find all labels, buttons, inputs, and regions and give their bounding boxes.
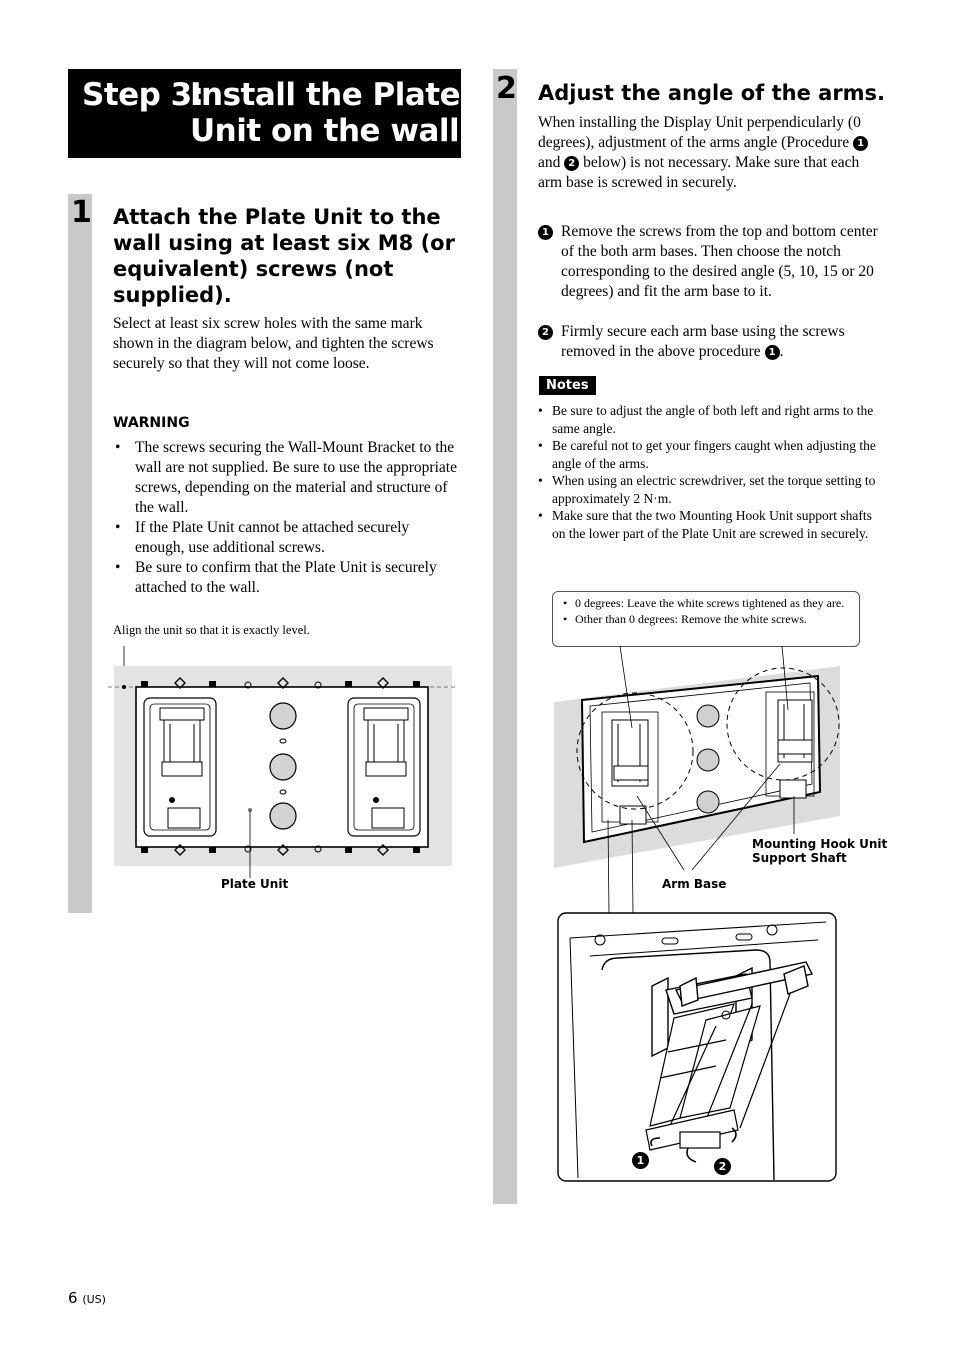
arm-base-detail-diagram bbox=[556, 790, 840, 1184]
plate-unit-diagram bbox=[108, 640, 458, 895]
title-line-1: Install the Plate bbox=[190, 77, 461, 113]
procedure-1-icon: 1 bbox=[538, 225, 553, 240]
callout-item: • Other than 0 degrees: Remove the white screws. bbox=[561, 612, 851, 626]
step-2-bar bbox=[493, 69, 517, 1204]
plate-unit-label: Plate Unit bbox=[221, 877, 289, 891]
page-number: 6 (US) bbox=[68, 1289, 106, 1307]
arm-base-label: Arm Base bbox=[662, 877, 727, 891]
note-item: • Make sure that the two Mounting Hook Unit support shafts on the lower part of the Plate Unit are screwed in securely. bbox=[538, 507, 883, 542]
note-item: • When using an electric screwdriver, set the torque setting to approximately 2 N·m. bbox=[538, 472, 883, 507]
step-2-number: 2 bbox=[496, 71, 517, 106]
detail-marker-1: 1 bbox=[632, 1152, 649, 1169]
procedure-2: 2 Firmly secure each arm base using the screws removed in the above procedure 1 . bbox=[538, 322, 888, 362]
title-prefix: Step 3: bbox=[82, 77, 204, 113]
detail-marker-2: 2 bbox=[714, 1158, 731, 1175]
step-1-number: 1 bbox=[71, 195, 92, 230]
procedure-2-text: Firmly secure each arm base using the screws removed in the above procedure bbox=[561, 323, 845, 360]
procedure-1-ref: 1 bbox=[765, 345, 780, 360]
notes-list bbox=[538, 402, 883, 542]
warning-item: • The screws securing the Wall-Mount Bracket to the wall are not supplied. Be sure to use the appropriate screws, depending on the material and structure of the wall. bbox=[113, 438, 458, 518]
warning-item: • Be sure to confirm that the Plate Unit is securely attached to the wall. bbox=[113, 558, 458, 598]
step-1-heading: Attach the Plate Unit to the wall using at least six M8 (or equivalent) screws (not supplied). bbox=[113, 205, 455, 307]
callout-item: • 0 degrees: Leave the white screws tightened as they are. bbox=[561, 596, 851, 610]
callout-box bbox=[552, 591, 860, 647]
step-2-heading: Adjust the angle of the arms. bbox=[538, 81, 886, 105]
procedure-1-text: Remove the screws from the top and bottom center of the both arm bases. Then choose the notch corresponding to the desired angle (5, 10, 15 or 20 degrees) and fit the arm base to it. bbox=[561, 223, 878, 300]
notes-badge: Notes bbox=[539, 376, 596, 395]
procedure-1-marker: 1 bbox=[853, 136, 868, 151]
title-line-2: Unit on the wall bbox=[190, 113, 460, 149]
note-item: • Be sure to adjust the angle of both left and right arms to the same angle. bbox=[538, 402, 883, 437]
step-1-body: Select at least six screw holes with the same mark shown in the diagram below, and tighten the screws securely so that they will not come loose. bbox=[113, 315, 434, 372]
note-item: • Be careful not to get your fingers caught when adjusting the angle of the arms. bbox=[538, 437, 883, 472]
align-caption: Align the unit so that it is exactly level. bbox=[113, 623, 310, 637]
procedure-1 bbox=[538, 222, 886, 302]
warning-title: WARNING bbox=[113, 415, 190, 431]
procedure-2-marker: 2 bbox=[564, 156, 579, 171]
step-1-bar bbox=[68, 194, 92, 913]
page-title bbox=[68, 69, 461, 158]
step-2-intro: When installing the Display Unit perpendicularly (0 degrees), adjustment of the arms angle (Procedure 1 and 2 below) is not necessary. Make sure that each arm base is screwed in securely. bbox=[538, 113, 883, 193]
warning-item: • If the Plate Unit cannot be attached securely enough, use additional screws. bbox=[113, 518, 458, 558]
procedure-2-icon: 2 bbox=[538, 325, 553, 340]
warning-list bbox=[113, 438, 458, 598]
mounting-hook-label: Mounting Hook Unit Support Shaft bbox=[752, 837, 888, 865]
